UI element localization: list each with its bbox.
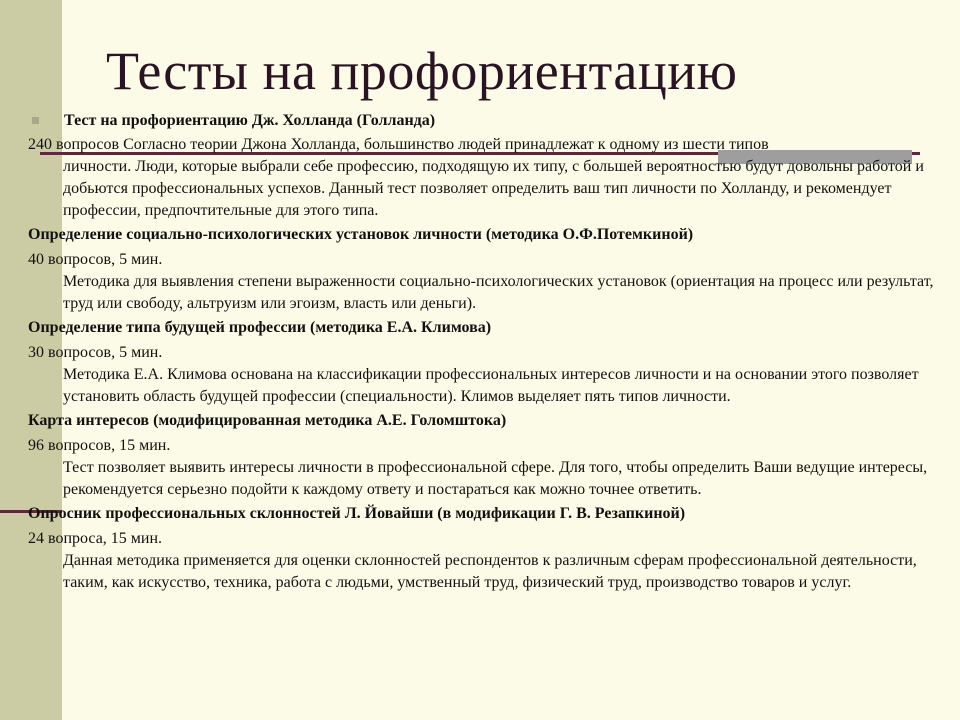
test-item-potemkina bbox=[28, 224, 943, 315]
test-heading-text: Тест на профориентацию Дж. Холланда (Голланда) bbox=[64, 112, 436, 129]
test-item-yovaishi bbox=[28, 503, 943, 594]
test-meta: 240 вопросов bbox=[28, 136, 120, 153]
test-heading bbox=[28, 110, 943, 132]
test-item-klimov bbox=[28, 317, 943, 408]
test-meta: 40 вопросов, 5 мин. bbox=[28, 251, 163, 268]
test-description: Данная методика применяется для оценки склонностей респондентов к различным сферам профессиональной деятельности, таким, как искусство, техника, работа с людьми, умственный труд, физический труд, производство товаров и услуг. bbox=[63, 552, 917, 591]
slide-content bbox=[28, 108, 943, 596]
square-bullet-icon bbox=[32, 117, 39, 124]
test-description: личности. Люди, которые выбрали себе профессию, подходящую их типу, с большей вероятностью будут довольны работой и добьются профессиональных успехов. Данный тест позволяет определить ваш тип личности по Холланду, и рекомендует профессии, предпочтительные для этого типа. bbox=[63, 158, 924, 219]
test-item-holland bbox=[28, 110, 943, 222]
test-heading: Опросник профессиональных склонностей Л. Йовайши (в модификации Г. В. Резапкиной) bbox=[28, 505, 686, 522]
test-meta-line bbox=[28, 134, 943, 156]
test-heading: Определение социально-психологических установок личности (методика О.Ф.Потемкиной) bbox=[28, 226, 694, 243]
test-item-golomshtok bbox=[28, 410, 943, 501]
test-heading: Определение типа будущей профессии (методика Е.А. Климова) bbox=[28, 319, 492, 336]
test-description: Методика для выявления степени выраженности социально-психологических установок (ориентация на процесс или результат, труд или свободу, альтруизм или эгоизм, власть или деньги). bbox=[63, 273, 934, 312]
slide-title: Тесты на профориентацию bbox=[106, 41, 738, 101]
test-description: Тест позволяет выявить интересы личности в профессиональной сфере. Для того, чтобы определить Ваши ведущие интересы, рекомендуется серьезно подойти к каждому ответу и постараться как можно точнее ответить. bbox=[63, 459, 928, 498]
test-meta: 30 вопросов, 5 мин. bbox=[28, 344, 163, 361]
test-description-first: Согласно теории Джона Холланда, большинство людей принадлежат к одному из шести типов bbox=[123, 136, 769, 153]
test-meta: 96 вопросов, 15 мин. bbox=[28, 437, 171, 454]
test-meta: 24 вопроса, 15 мин. bbox=[28, 530, 163, 547]
test-description: Методика Е.А. Климова основана на классификации профессиональных интересов личности и на основании этого позволяет установить область будущей профессии (специальности). Климов выделяет пять типов личности. bbox=[63, 366, 919, 405]
test-heading: Карта интересов (модифицированная методика А.Е. Голомштока) bbox=[28, 412, 507, 429]
